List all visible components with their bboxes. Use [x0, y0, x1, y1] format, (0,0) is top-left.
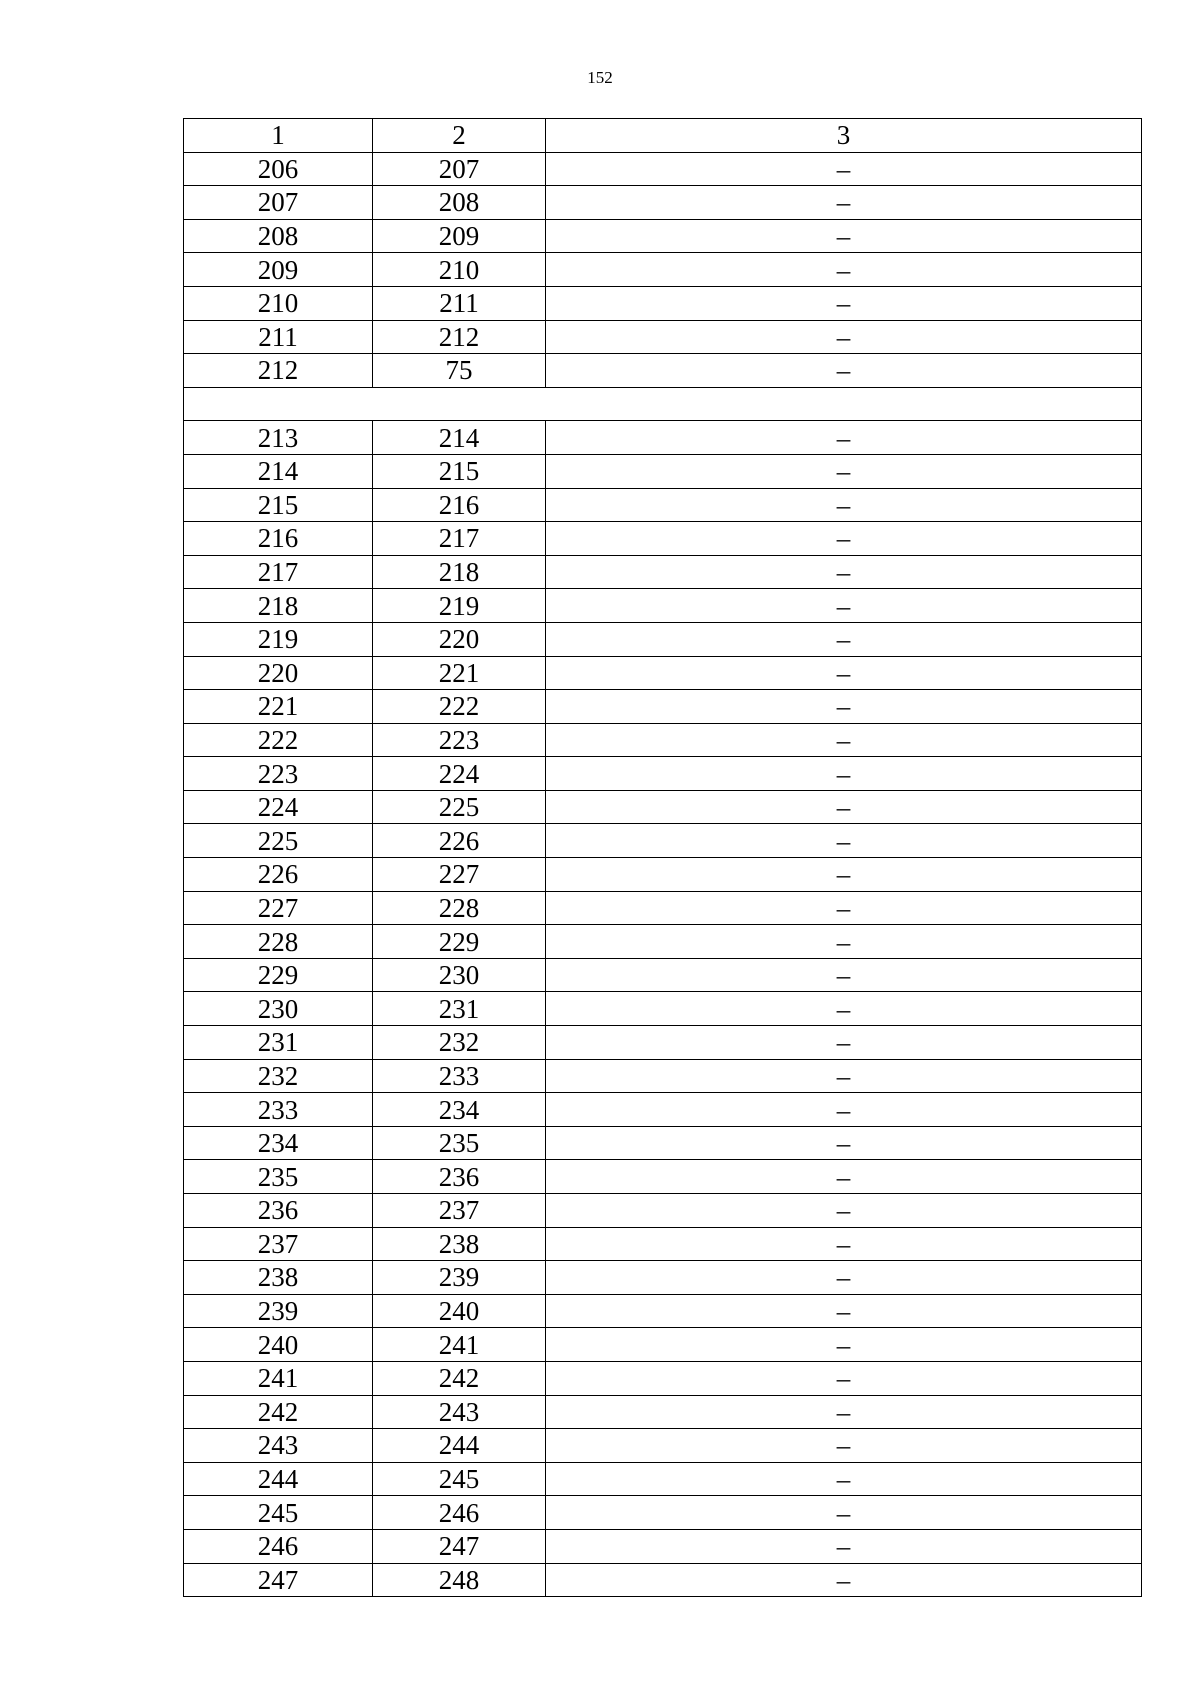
table-cell-col1: 242 — [184, 1395, 373, 1429]
table-cell-col1: 244 — [184, 1462, 373, 1496]
table-cell-col3: – — [546, 354, 1142, 388]
header-row — [184, 119, 1142, 153]
table-cell-col1: 223 — [184, 757, 373, 791]
table-cell-col1: 241 — [184, 1361, 373, 1395]
table-row — [184, 958, 1142, 992]
table-cell-col1: 214 — [184, 454, 373, 488]
table-cell-col1: 234 — [184, 1126, 373, 1160]
table-cell-col2: 217 — [373, 522, 546, 556]
table-row — [184, 1563, 1142, 1597]
table-cell-col1: 215 — [184, 488, 373, 522]
table-cell-col1: 228 — [184, 925, 373, 959]
table-cell-col1: 208 — [184, 219, 373, 253]
table-cell-col2: 234 — [373, 1093, 546, 1127]
table-cell-col3: – — [546, 421, 1142, 455]
table-cell-col3: – — [546, 622, 1142, 656]
table-cell-col1: 246 — [184, 1529, 373, 1563]
header-cell-1: 1 — [184, 119, 373, 153]
table-cell-col1: 225 — [184, 824, 373, 858]
table-row — [184, 186, 1142, 220]
table-row — [184, 152, 1142, 186]
table-cell-col3: – — [546, 186, 1142, 220]
table-cell-col2: 214 — [373, 421, 546, 455]
table-cell-col1: 210 — [184, 286, 373, 320]
table-cell-col3: – — [546, 286, 1142, 320]
table-cell-col1: 211 — [184, 320, 373, 354]
table-cell-col3: – — [546, 1227, 1142, 1261]
table-cell-col3: – — [546, 1059, 1142, 1093]
table-cell-col3: – — [546, 1126, 1142, 1160]
table-cell-col3: – — [546, 1294, 1142, 1328]
table-cell-col2: 244 — [373, 1429, 546, 1463]
table-cell-col3: – — [546, 1361, 1142, 1395]
table-cell-col2: 227 — [373, 858, 546, 892]
table-body — [184, 119, 1142, 1597]
table-row — [184, 1496, 1142, 1530]
table-cell-col3: – — [546, 992, 1142, 1026]
table-cell-col2: 233 — [373, 1059, 546, 1093]
table-cell-col1: 207 — [184, 186, 373, 220]
table-cell-col3: – — [546, 1328, 1142, 1362]
table-cell-col3: – — [546, 723, 1142, 757]
table-cell-col3: – — [546, 690, 1142, 724]
table-cell-col3: – — [546, 1496, 1142, 1530]
table-row — [184, 354, 1142, 388]
table-row — [184, 1294, 1142, 1328]
table-row — [184, 555, 1142, 589]
table-row — [184, 656, 1142, 690]
table-cell-col1: 213 — [184, 421, 373, 455]
table-cell-col2: 231 — [373, 992, 546, 1026]
table-row — [184, 723, 1142, 757]
table-cell-col1: 231 — [184, 1026, 373, 1060]
table-cell-col2: 235 — [373, 1126, 546, 1160]
table-cell-col2: 219 — [373, 589, 546, 623]
table-cell-col3: – — [546, 891, 1142, 925]
table-row — [184, 421, 1142, 455]
table-cell-col2: 223 — [373, 723, 546, 757]
table-cell-col1: 232 — [184, 1059, 373, 1093]
table-cell-col1: 247 — [184, 1563, 373, 1597]
table-row — [184, 790, 1142, 824]
table-cell-col2: 75 — [373, 354, 546, 388]
table-cell-col1: 238 — [184, 1261, 373, 1295]
table-cell-col1: 227 — [184, 891, 373, 925]
table-cell-col1: 224 — [184, 790, 373, 824]
table-row — [184, 690, 1142, 724]
table-cell-col1: 229 — [184, 958, 373, 992]
table-cell-col2: 240 — [373, 1294, 546, 1328]
table-cell-col2: 243 — [373, 1395, 546, 1429]
section-separator-row — [184, 387, 1142, 421]
table-cell-col1: 237 — [184, 1227, 373, 1261]
table-cell-col1: 217 — [184, 555, 373, 589]
table-cell-col1: 216 — [184, 522, 373, 556]
table-cell-col1: 243 — [184, 1429, 373, 1463]
table-cell-col2: 228 — [373, 891, 546, 925]
table-row — [184, 1395, 1142, 1429]
table-row — [184, 757, 1142, 791]
table-row — [184, 320, 1142, 354]
table-cell-col3: – — [546, 454, 1142, 488]
table-cell-col2: 246 — [373, 1496, 546, 1530]
table-row — [184, 1328, 1142, 1362]
table-row — [184, 1529, 1142, 1563]
table-cell-col3: – — [546, 1429, 1142, 1463]
table-cell-col3: – — [546, 656, 1142, 690]
table-row — [184, 622, 1142, 656]
table-row — [184, 1093, 1142, 1127]
table-cell-col2: 248 — [373, 1563, 546, 1597]
table-row — [184, 1361, 1142, 1395]
table-cell-col3: – — [546, 925, 1142, 959]
table-cell-col3: – — [546, 824, 1142, 858]
table-row — [184, 992, 1142, 1026]
table-cell-col2: 242 — [373, 1361, 546, 1395]
table-row — [184, 219, 1142, 253]
table-cell-col2: 238 — [373, 1227, 546, 1261]
table-row — [184, 454, 1142, 488]
table-cell-col3: – — [546, 1529, 1142, 1563]
table-cell-col2: 221 — [373, 656, 546, 690]
table-cell-col3: – — [546, 790, 1142, 824]
table-row — [184, 1059, 1142, 1093]
table-row — [184, 253, 1142, 287]
table-cell-col3: – — [546, 858, 1142, 892]
table-row — [184, 824, 1142, 858]
table-cell-col3: – — [546, 219, 1142, 253]
table-cell-col3: – — [546, 757, 1142, 791]
table-cell-col1: 233 — [184, 1093, 373, 1127]
table-cell-col1: 235 — [184, 1160, 373, 1194]
table-cell-col2: 247 — [373, 1529, 546, 1563]
table-cell-col3: – — [546, 1563, 1142, 1597]
table-row — [184, 1026, 1142, 1060]
table-cell-col1: 239 — [184, 1294, 373, 1328]
table-cell-col1: 220 — [184, 656, 373, 690]
table-row — [184, 286, 1142, 320]
table-cell-col1: 206 — [184, 152, 373, 186]
table-cell-col2: 232 — [373, 1026, 546, 1060]
table-row — [184, 1429, 1142, 1463]
header-cell-2: 2 — [373, 119, 546, 153]
table-cell-col1: 209 — [184, 253, 373, 287]
table-cell-col1: 222 — [184, 723, 373, 757]
table-row — [184, 1194, 1142, 1228]
table-row — [184, 488, 1142, 522]
table-cell-col2: 215 — [373, 454, 546, 488]
table-cell-col3: – — [546, 1026, 1142, 1060]
table-cell-col3: – — [546, 1261, 1142, 1295]
table-cell-col3: – — [546, 488, 1142, 522]
table-cell-col3: – — [546, 1160, 1142, 1194]
table-cell-col1: 212 — [184, 354, 373, 388]
table-cell-col2: 239 — [373, 1261, 546, 1295]
table-row — [184, 522, 1142, 556]
table-cell-col1: 245 — [184, 1496, 373, 1530]
table-cell-col2: 225 — [373, 790, 546, 824]
table-row — [184, 1126, 1142, 1160]
table-cell-col3: – — [546, 958, 1142, 992]
page-number: 152 — [587, 68, 613, 87]
table-cell-col3: – — [546, 522, 1142, 556]
table-cell-col1: 221 — [184, 690, 373, 724]
table-cell-col1: 219 — [184, 622, 373, 656]
table-cell-col2: 218 — [373, 555, 546, 589]
table-cell-col2: 230 — [373, 958, 546, 992]
table-cell-col1: 230 — [184, 992, 373, 1026]
table-cell-col2: 208 — [373, 186, 546, 220]
table-cell-col3: – — [546, 253, 1142, 287]
table-cell-col1: 226 — [184, 858, 373, 892]
table-cell-col1: 236 — [184, 1194, 373, 1228]
table-cell-col2: 216 — [373, 488, 546, 522]
table-cell-col2: 210 — [373, 253, 546, 287]
table-cell-col3: – — [546, 589, 1142, 623]
table-cell-col3: – — [546, 555, 1142, 589]
table-cell-col2: 237 — [373, 1194, 546, 1228]
table-cell-col2: 220 — [373, 622, 546, 656]
table-row — [184, 1462, 1142, 1496]
table-cell-col2: 229 — [373, 925, 546, 959]
table-cell-col2: 224 — [373, 757, 546, 791]
header-cell-3: 3 — [546, 119, 1142, 153]
table-row — [184, 925, 1142, 959]
table-cell-col3: – — [546, 1395, 1142, 1429]
table-row — [184, 1227, 1142, 1261]
section-separator-cell — [184, 387, 1142, 421]
table-row — [184, 1261, 1142, 1295]
table-cell-col2: 236 — [373, 1160, 546, 1194]
table-cell-col2: 212 — [373, 320, 546, 354]
data-table — [183, 118, 1142, 1597]
table-cell-col1: 218 — [184, 589, 373, 623]
table-row — [184, 589, 1142, 623]
table-row — [184, 1160, 1142, 1194]
table-cell-col2: 241 — [373, 1328, 546, 1362]
table-cell-col3: – — [546, 320, 1142, 354]
table-cell-col2: 207 — [373, 152, 546, 186]
table-row — [184, 858, 1142, 892]
table-cell-col3: – — [546, 1093, 1142, 1127]
table-cell-col3: – — [546, 152, 1142, 186]
table-cell-col2: 211 — [373, 286, 546, 320]
table-cell-col2: 222 — [373, 690, 546, 724]
table-cell-col2: 209 — [373, 219, 546, 253]
table-row — [184, 891, 1142, 925]
table-cell-col3: – — [546, 1194, 1142, 1228]
table-cell-col2: 245 — [373, 1462, 546, 1496]
table-cell-col3: – — [546, 1462, 1142, 1496]
table-cell-col1: 240 — [184, 1328, 373, 1362]
table-cell-col2: 226 — [373, 824, 546, 858]
